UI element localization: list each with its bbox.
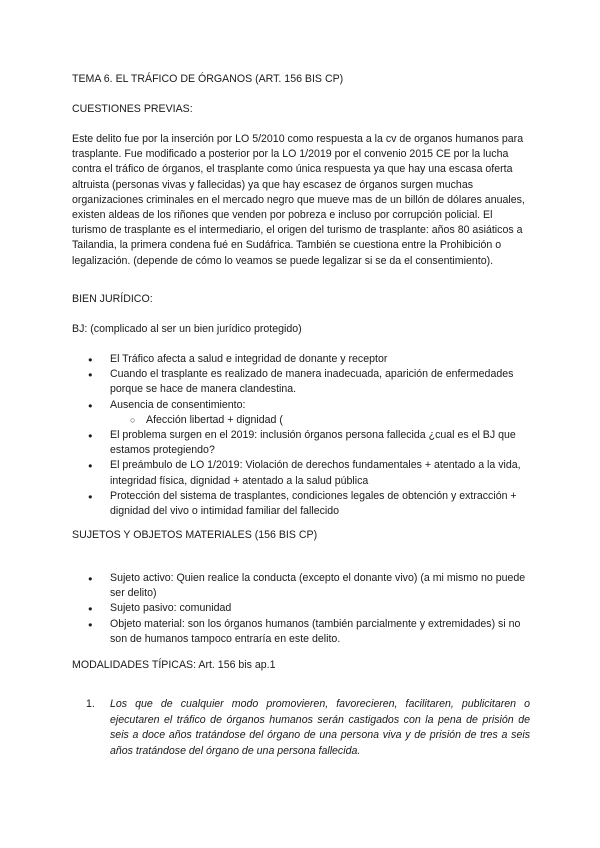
list-item: ● Sujeto pasivo: comunidad [72, 601, 530, 616]
list-item: ● Cuando el trasplante es realizado de manera inadecuada, aparición de enfermedades porque se hace de manera clandestina. [72, 367, 530, 397]
list-marker: 1. [86, 698, 95, 710]
section-heading-modalidades: MODALIDADES TÍPICAS: Art. 156 bis ap.1 [72, 659, 276, 671]
list-item: ● Protección del sistema de trasplantes, condiciones legales de obtención y extracción + dignidad del vivo o intimidad familiar del fallecido [72, 489, 530, 519]
list-item: ● El preámbulo de LO 1/2019: Violación de derechos fundamentales + atentado a la vida, integridad física, dignidad + atentado a la salud pública [72, 458, 530, 488]
sujetos-list [72, 571, 530, 647]
cuestiones-paragraph: Este delito fue por la inserción por LO 5/2010 como respuesta a la cv de organos humanos para trasplante. Fue modificado a posterior por la LO 1/2019 por el convenio 2015 CE por la lucha contra el tráfico de órganos, el trasplante como única respuesta ya que hay una escasa oferta altruista (personas vivas y fallecidas) ya que hay escasez de órganos surgen muchas organizaciones criminales en el mercado negro que mueve mas de un billón de dólares anuales, existen aldeas de los riñones que venden por pobreza e incluso por corrupción policial. El turismo de trasplante es el intermediario, el origen del turismo de trasplante: años 80 asiáticos a Tailandia, la primera condena fué en Sudáfrica. También se cuestiona entre la Prohibición o legalización. (depende de cómo lo veamos se puede legalizar si se da el consentimiento). [72, 133, 525, 267]
modalidades-list [72, 697, 530, 759]
section-heading-bien-juridico: BIEN JURÍDICO: [72, 293, 153, 305]
page-title: TEMA 6. EL TRÁFICO DE ÓRGANOS (ART. 156 BIS CP) [72, 73, 344, 85]
list-item: ● Ausencia de consentimiento: [72, 398, 530, 413]
sub-list-item: ○ Afección libertad + dignidad ( [72, 413, 530, 428]
numbered-item-text: Los que de cualquier modo promovieren, favorecieren, facilitaren, publicitaren o ejecutaren el tráfico de órganos humanos serán castigados con la pena de prisión de seis a doce años tratándose del órgano de una persona viva y de prisión de tres a seis años tratándose del órgano de una persona fallecida. [110, 698, 530, 757]
bien-juridico-list [72, 352, 530, 519]
list-item: ● Objeto material: son los órganos humanos (también parcialmente y extremidades) si no son de humanos tampoco entraría en este delito. [72, 617, 530, 647]
list-item: ● El Tráfico afecta a salud e integridad de donante y receptor [72, 352, 530, 367]
list-item: ● El problema surgen en el 2019: inclusión órganos persona fallecida ¿cual es el BJ que estamos protegiendo? [72, 428, 530, 458]
numbered-item [72, 697, 530, 759]
section-heading-sujetos: SUJETOS Y OBJETOS MATERIALES (156 BIS CP) [72, 529, 318, 541]
bien-juridico-intro: BJ: (complicado al ser un bien jurídico protegido) [72, 323, 302, 335]
section-heading-cuestiones: CUESTIONES PREVIAS: [72, 103, 193, 115]
list-item: ● Sujeto activo: Quien realice la conducta (excepto el donante vivo) (a mi mismo no puede ser delito) [72, 571, 530, 601]
